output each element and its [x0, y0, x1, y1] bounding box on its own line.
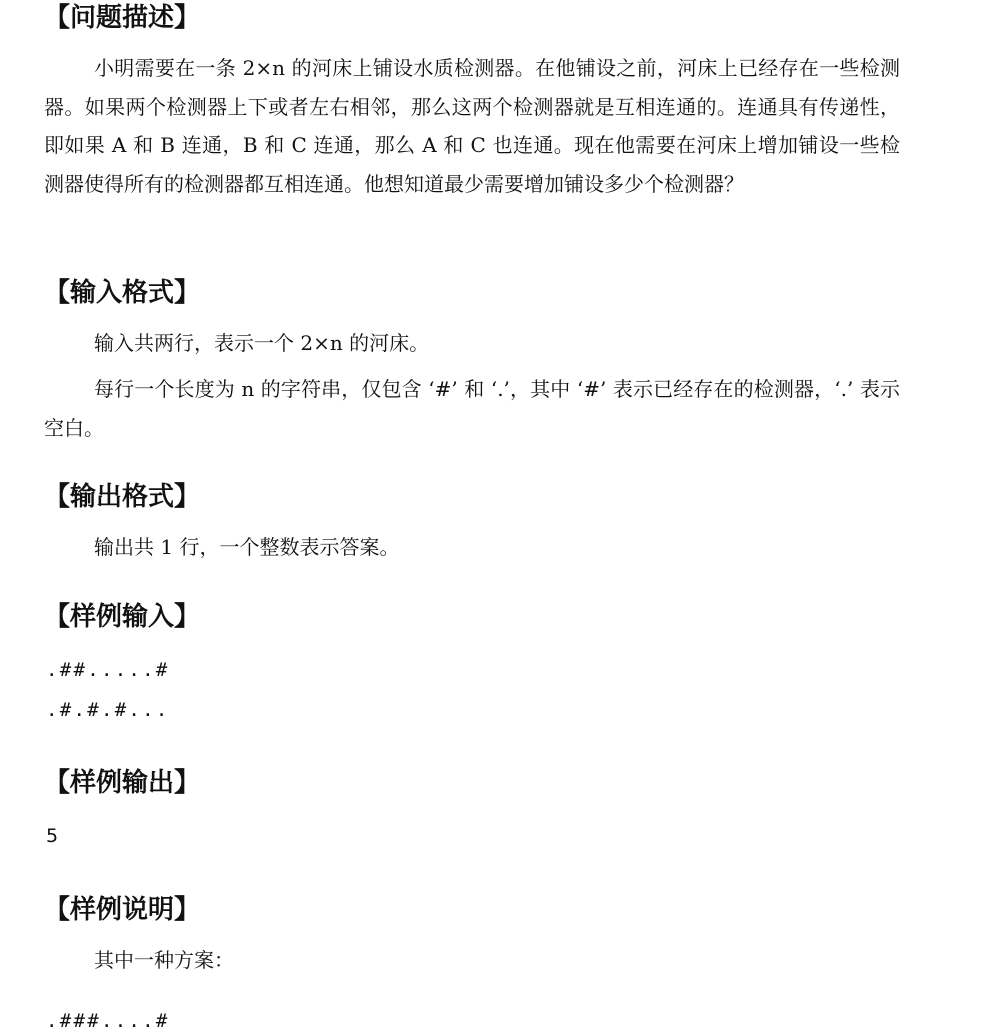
- output-format-line-1: 输出共 1 行，一个整数表示答案。: [94, 535, 400, 559]
- input-format-line-2: 每行一个长度为 n 的字符串，仅包含 ‘#’ 和 ‘.’，其中 ‘#’ 表示已经存在的检测器，‘.’ 表示空白。: [44, 377, 900, 440]
- problem-description-text: 小明需要在一条 2×n 的河床上铺设水质检测器。在他铺设之前，河床上已经存在一些检测器。如果两个检测器上下或者左右相邻，那么这两个检测器就是互相连通的。连通具有传递性，即如果 A 和 B 连通，B 和 C 连通，那么 A 和 C 也连通。现在他需要在河床上增加铺设一些检测器使得所有的检测器都互相连通。他想知道最少需要增加铺设多少个检测器？: [44, 56, 900, 196]
- input-format-heading: 【输入格式】: [44, 278, 201, 308]
- sample-explanation-heading: 【样例说明】: [44, 895, 201, 925]
- sample-explanation-grid-line-1: .###....#: [46, 1010, 170, 1032]
- sample-input-heading: 【样例输入】: [44, 602, 201, 632]
- problem-description-heading: 【问题描述】: [44, 3, 201, 33]
- sample-output-heading: 【样例输出】: [44, 768, 201, 798]
- input-format-line-1: 输入共两行，表示一个 2×n 的河床。: [94, 331, 430, 355]
- sample-explanation-line-1: 其中一种方案：: [94, 948, 234, 972]
- output-format-heading: 【输出格式】: [44, 482, 201, 512]
- sample-input-line-1: .##.....#: [46, 659, 170, 681]
- sample-input-line-2: .#.#.#...: [46, 699, 170, 721]
- sample-output-value: 5: [46, 825, 59, 847]
